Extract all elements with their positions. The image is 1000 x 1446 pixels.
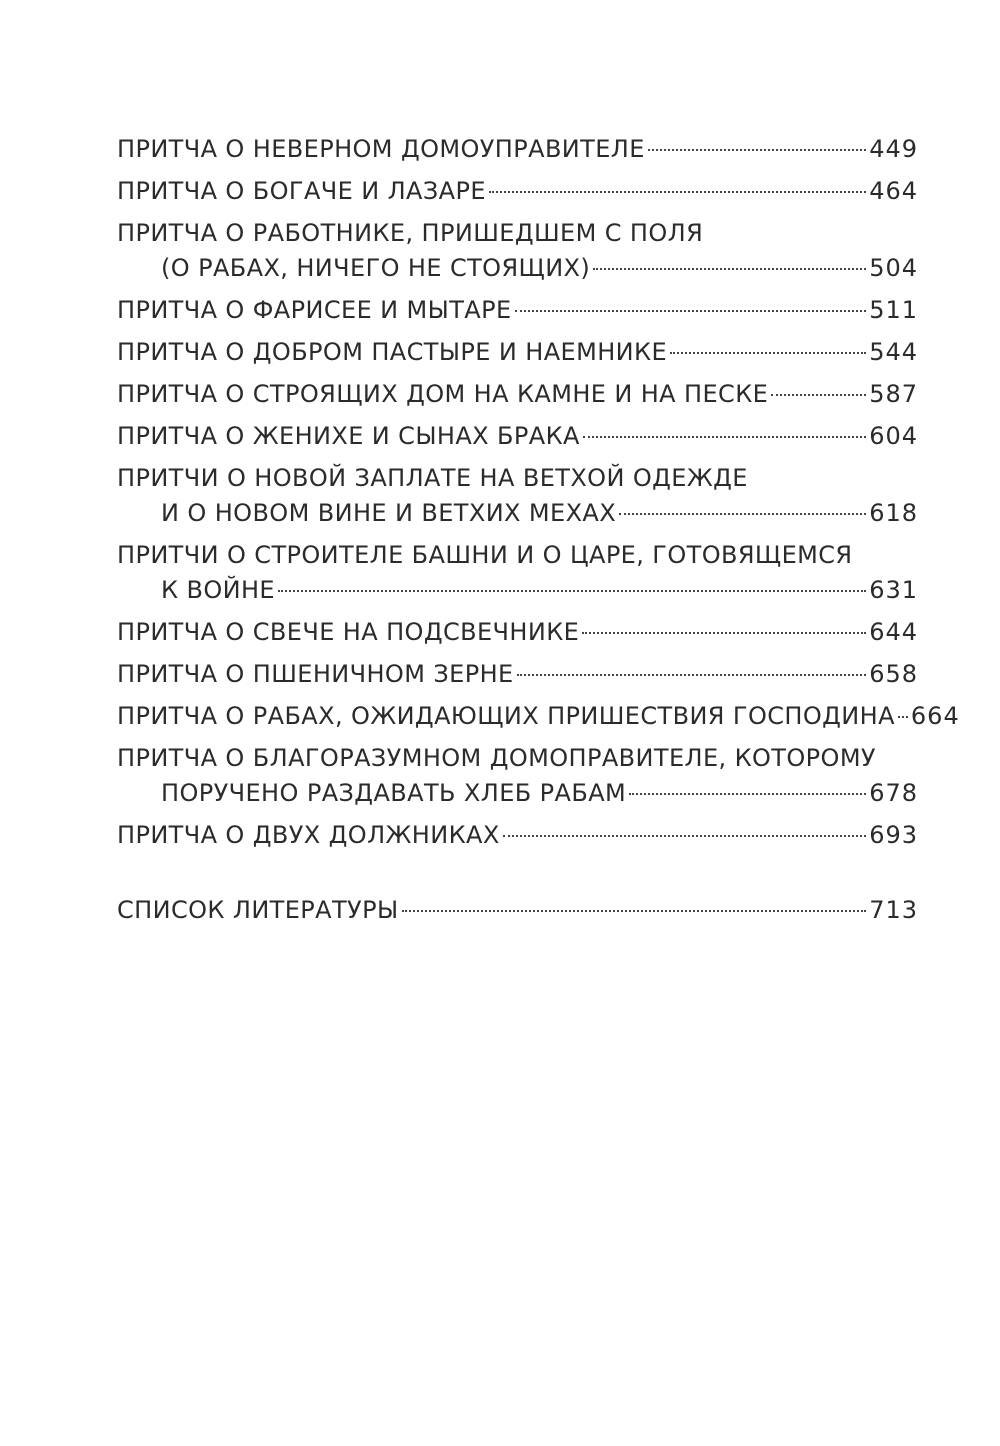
dot-leader (583, 436, 866, 438)
toc-entry-title: ПРИТЧИ О НОВОЙ ЗАПЛАТЕ НА ВЕТХОЙ ОДЕЖДЕ (117, 464, 748, 492)
toc-entry-title: ПРИТЧИ О СТРОИТЕЛЕ БАШНИ И О ЦАРЕ, ГОТОВЯЩЕМСЯ (117, 541, 853, 569)
toc-entry-title-continued: (О РАБАХ, НИЧЕГО НЕ СТОЯЩИХ) (161, 254, 591, 282)
toc-entry[interactable] (117, 419, 918, 454)
toc-entry-line (117, 657, 918, 692)
toc-entry-title-continued: И О НОВОМ ВИНЕ И ВЕТХИХ МЕХАХ (161, 499, 617, 527)
table-of-contents (117, 132, 960, 935)
toc-entry-line (117, 335, 918, 370)
toc-entry-line (117, 818, 918, 853)
toc-entry-line (117, 419, 918, 454)
toc-entry-title: ПРИТЧА О БЛАГОРАЗУМНОМ ДОМОПРАВИТЕЛЕ, КОТОРОМУ (117, 744, 876, 772)
toc-entry-line (117, 251, 918, 286)
toc-entry-title: СПИСОК ЛИТЕРАТУРЫ (117, 896, 399, 924)
toc-entry-line (117, 776, 918, 811)
toc-entry-title: ПРИТЧА О НЕВЕРНОМ ДОМОУПРАВИТЕЛЕ (117, 135, 645, 163)
toc-page-number: 618 (869, 499, 918, 527)
toc-entry-literature[interactable] (117, 893, 918, 928)
dot-leader (619, 513, 866, 515)
toc-entry-title-continued: К ВОЙНЕ (161, 576, 275, 604)
toc-page-number: 644 (869, 618, 918, 646)
toc-entry-line (117, 699, 960, 734)
dot-leader (503, 835, 866, 837)
dot-leader (517, 674, 867, 676)
toc-entry-title: ПРИТЧА О СВЕЧЕ НА ПОДСВЕЧНИКЕ (117, 618, 580, 646)
toc-entry[interactable] (117, 699, 960, 734)
toc-page-number: 658 (869, 660, 918, 688)
toc-page-number: 464 (869, 177, 918, 205)
dot-leader (648, 149, 866, 151)
dot-leader (771, 394, 866, 396)
toc-entry-line (117, 377, 918, 412)
toc-page-number: 504 (869, 254, 918, 282)
dot-leader (593, 268, 866, 270)
toc-page-number: 631 (869, 576, 918, 604)
toc-page-number: 587 (869, 380, 918, 408)
dot-leader (515, 310, 867, 312)
toc-entry[interactable] (117, 293, 918, 328)
toc-entry[interactable] (117, 818, 918, 853)
dot-leader (670, 352, 866, 354)
toc-entry-title: ПРИТЧА О СТРОЯЩИХ ДОМ НА КАМНЕ И НА ПЕСКЕ (117, 380, 769, 408)
toc-entry-title-continued: ПОРУЧЕНО РАЗДАВАТЬ ХЛЕБ РАБАМ (161, 779, 627, 807)
toc-entry-line (117, 132, 918, 167)
toc-page-number: 678 (869, 779, 918, 807)
toc-entry-line (117, 216, 918, 251)
toc-entry-line (117, 615, 918, 650)
toc-entry[interactable] (117, 741, 918, 811)
dot-leader (278, 590, 866, 592)
toc-page-number: 604 (869, 422, 918, 450)
toc-page-number: 713 (869, 896, 918, 924)
toc-entry-line (117, 573, 918, 608)
toc-entry[interactable] (117, 377, 918, 412)
toc-entry-title: ПРИТЧА О БОГАЧЕ И ЛАЗАРЕ (117, 177, 486, 205)
toc-entry-line (117, 893, 918, 928)
toc-entry-title: ПРИТЧА О ЖЕНИХЕ И СЫНАХ БРАКА (117, 422, 580, 450)
toc-entry-title: ПРИТЧА О ФАРИСЕЕ И МЫТАРЕ (117, 296, 512, 324)
toc-entry-title: ПРИТЧА О ДОБРОМ ПАСТЫРЕ И НАЕМНИКЕ (117, 338, 668, 366)
toc-entry[interactable] (117, 538, 918, 608)
toc-entry-line (117, 461, 918, 496)
dot-leader (629, 793, 866, 795)
dot-leader (582, 632, 866, 634)
toc-page-number: 664 (910, 702, 960, 730)
toc-entry-line (117, 538, 918, 573)
dot-leader (489, 191, 866, 193)
toc-page-number: 544 (869, 338, 918, 366)
toc-page-number: 511 (869, 296, 918, 324)
toc-page-number: 449 (869, 135, 918, 163)
dot-leader (898, 716, 908, 718)
toc-entry[interactable] (117, 132, 918, 167)
toc-entry-line (117, 293, 918, 328)
toc-entry-line (117, 174, 918, 209)
toc-entry-title: ПРИТЧА О ПШЕНИЧНОМ ЗЕРНЕ (117, 660, 514, 688)
dot-leader (402, 910, 867, 912)
toc-entry[interactable] (117, 615, 918, 650)
toc-entry-title: ПРИТЧА О РАБАХ, ОЖИДАЮЩИХ ПРИШЕСТВИЯ ГОСПОДИНА (117, 702, 895, 730)
toc-entry-title: ПРИТЧА О РАБОТНИКЕ, ПРИШЕДШЕМ С ПОЛЯ (117, 219, 704, 247)
toc-entry[interactable] (117, 657, 918, 692)
toc-page-number: 693 (869, 821, 918, 849)
toc-entry[interactable] (117, 174, 918, 209)
toc-entry[interactable] (117, 335, 918, 370)
toc-entry-line (117, 496, 918, 531)
toc-entry[interactable] (117, 216, 918, 286)
toc-entry-line (117, 741, 918, 776)
toc-entry-title: ПРИТЧА О ДВУХ ДОЛЖНИКАХ (117, 821, 500, 849)
toc-entry[interactable] (117, 461, 918, 531)
